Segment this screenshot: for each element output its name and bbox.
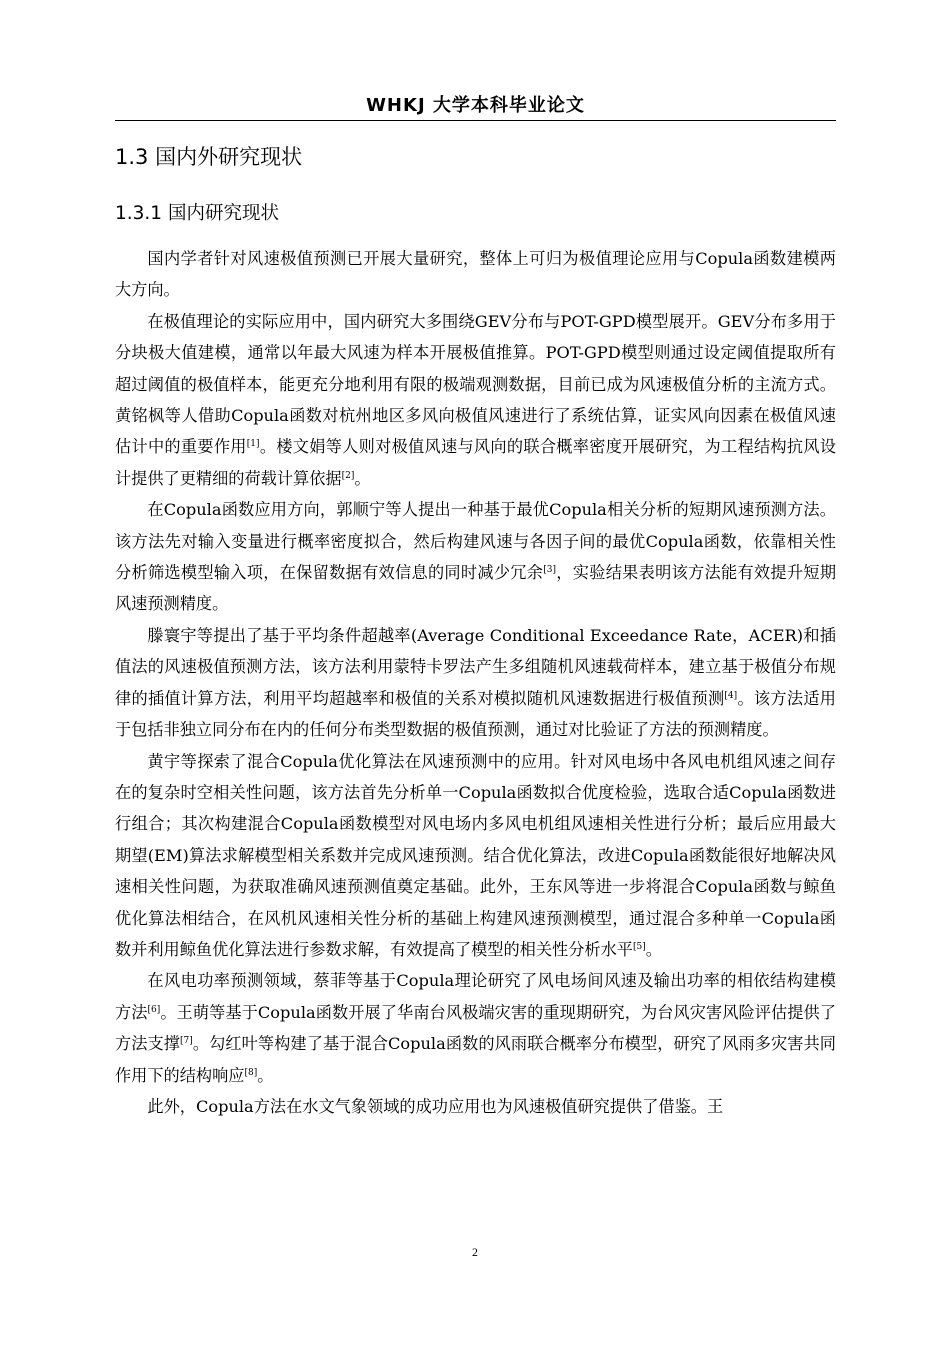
citation-marker: [2]: [341, 470, 355, 481]
paragraph-text: ，实验结果表明该方法能有效提升短期风速预测精度。: [115, 563, 837, 614]
page-header: [115, 92, 836, 121]
subsection-heading: 1.3.1 国内研究现状: [115, 203, 279, 224]
citation-marker: [7]: [180, 1036, 193, 1047]
paragraph-text: 。楼文娟等人则对极值风速与风向的联合概率密度开展研究，为工程结构抗风设计提供了更精细的荷载计算依据: [115, 437, 837, 488]
paragraph-text: 。: [354, 468, 371, 488]
paragraph-text: 在风电功率预测领域，蔡菲等基于Copula理论研究了风电场间风速及输出功率的相依结构建模方法: [115, 971, 836, 1022]
paragraph: [115, 965, 836, 1091]
paragraph-text: 黄宇等探索了混合Copula优化算法在风速预测中的应用。针对风电场中各风电机组风速之间存在的复杂时空相关性问题，该方法首先分析单一Copula函数拟合优度检验，选取合适Copula函数进行组合；其次构建混合Copula函数模型对风电场内多风电机组风速相关性进行分析；最后应用最大期望(EM)算法求解模型相关系数并完成风速预测。结合优化算法，改进Copula函数能很好地解决风速相关性问题，为获取准确风速预测值奠定基础。此外，王东风等进一步将混合Copula函数与鲸鱼优化算法相结合，在风机风速相关性分析的基础上构建风速预测模型，通过混合多种单一Copula函数并利用鲸鱼优化算法进行参数求解，有效提高了模型的相关性分析水平: [115, 751, 836, 959]
page-number: 2: [472, 1245, 478, 1259]
citation-marker: [8]: [244, 1067, 258, 1078]
paragraph-text: 。: [645, 939, 662, 959]
body-text: [115, 243, 836, 1122]
paragraph: [115, 494, 836, 620]
paragraph-text: 在Copula函数应用方向，郭顺宁等人提出一种基于最优Copula相关分析的短期风速预测方法。该方法先对输入变量进行概率密度拟合，然后构建风速与各因子间的最优Copula函数，依靠相关性分析筛选模型输入项，在保留数据有效信息的同时减少冗余: [115, 500, 836, 583]
paragraph-text: 。: [257, 1065, 274, 1085]
citation-marker: [3]: [543, 565, 556, 576]
paragraph-text: 此外，Copula方法在水文气象领域的成功应用也为风速极值研究提供了借鉴。王: [147, 1096, 724, 1116]
citation-marker: [6]: [147, 1004, 161, 1015]
paragraph-text: 。该方法适用于包括非独立同分布在内的任何分布类型数据的极值预测，通过对比验证了方法的预测精度。: [115, 688, 836, 740]
paragraph-text: 滕寰宇等提出了基于平均条件超越率(Average Conditional Exceedance Rate，ACER)和插值法的风速极值预测方法，该方法利用蒙特卡罗法产生多组随机风速载荷样本，建立基于极值分布规律的插值计算方法，利用平均超越率和极值的关系对模拟随机风速数据进行极值预测: [115, 625, 836, 708]
paragraph: [115, 306, 836, 494]
paragraph-text: 国内学者针对风速极值预测已开展大量研究，整体上可归为极值理论应用与Copula函数建模两大方向。: [115, 249, 836, 300]
paragraph: [115, 620, 836, 746]
paragraph: [115, 746, 836, 966]
paragraph-text: 在极值理论的实际应用中，国内研究大多围绕GEV分布与POT-GPD模型展开。GEV分布多用于分块极大值建模，通常以年最大风速为样本开展极值推算。POT-GPD模型则通过设定阈值提取所有超过阈值的极值样本，能更充分地利用有限的极端观测数据，目前已成为风速极值分析的主流方式。黄铭枫等人借助Copula函数对杭州地区多风向极值风速进行了系统估算，证实风向因素在极值风速估计中的重要作用: [115, 311, 836, 457]
paragraph-text: 。勾红叶等构建了基于混合Copula函数的风雨联合概率分布模型，研究了风雨多灾害共同作用下的结构响应: [115, 1034, 836, 1085]
citation-marker: [4]: [724, 690, 738, 701]
citation-marker: [1]: [246, 439, 260, 450]
citation-marker: [5]: [633, 941, 646, 952]
paragraph: [115, 243, 836, 306]
section-heading: 1.3 国内外研究现状: [115, 145, 303, 169]
paragraph: [115, 1091, 836, 1122]
paragraph-text: 。王萌等基于Copula函数开展了华南台风极端灾害的重现期研究，为台风灾害风险评估提供了方法支撑: [115, 1002, 837, 1054]
header-title: WHKJ 大学本科毕业论文: [366, 95, 585, 116]
